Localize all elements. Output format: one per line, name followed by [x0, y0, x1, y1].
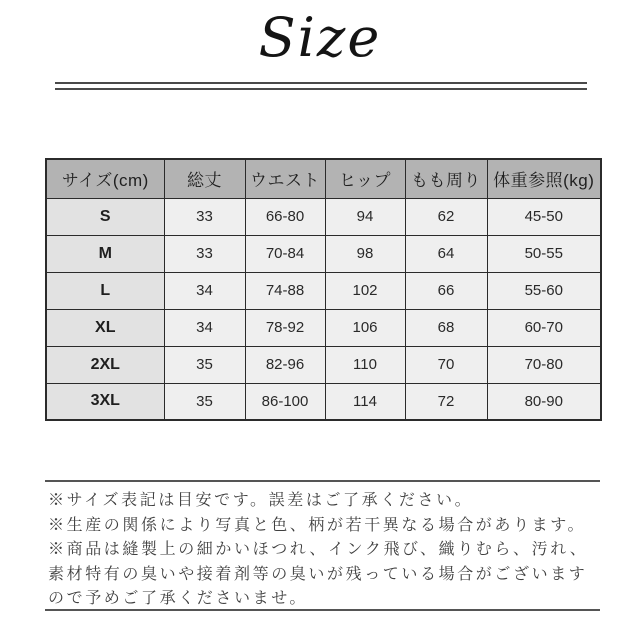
value-cell: 94 — [325, 198, 405, 235]
table-row — [46, 235, 601, 272]
value-cell: 74-88 — [245, 272, 325, 309]
value-cell: 35 — [164, 346, 245, 383]
col-header-thigh: もも周り — [405, 159, 487, 198]
value-cell: 66-80 — [245, 198, 325, 235]
value-cell: 33 — [164, 198, 245, 235]
size-chart-table — [45, 158, 602, 421]
size-label-cell: M — [46, 235, 164, 272]
value-cell: 80-90 — [487, 383, 601, 420]
table-row — [46, 309, 601, 346]
notes-top-divider — [45, 480, 600, 482]
bottom-divider — [45, 609, 600, 611]
value-cell: 114 — [325, 383, 405, 420]
table-row — [46, 383, 601, 420]
col-header-hip: ヒップ — [325, 159, 405, 198]
table-row — [46, 272, 601, 309]
table-row — [46, 346, 601, 383]
value-cell: 70-80 — [487, 346, 601, 383]
size-label-cell: 3XL — [46, 383, 164, 420]
value-cell: 64 — [405, 235, 487, 272]
value-cell: 45-50 — [487, 198, 601, 235]
table-row — [46, 198, 601, 235]
note-line: ※サイズ表記は目安です。誤差はご了承ください。 — [48, 492, 474, 509]
disclaimer-notes — [48, 489, 613, 612]
size-label-cell: L — [46, 272, 164, 309]
value-cell: 35 — [164, 383, 245, 420]
col-header-size: サイズ(cm) — [46, 159, 164, 198]
value-cell: 82-96 — [245, 346, 325, 383]
value-cell: 34 — [164, 309, 245, 346]
value-cell: 33 — [164, 235, 245, 272]
value-cell: 34 — [164, 272, 245, 309]
value-cell: 110 — [325, 346, 405, 383]
size-label-cell: 2XL — [46, 346, 164, 383]
size-label-cell: XL — [46, 309, 164, 346]
value-cell: 68 — [405, 309, 487, 346]
value-cell: 102 — [325, 272, 405, 309]
value-cell: 66 — [405, 272, 487, 309]
size-label-cell: S — [46, 198, 164, 235]
value-cell: 72 — [405, 383, 487, 420]
table-header-row — [46, 159, 601, 198]
value-cell: 70-84 — [245, 235, 325, 272]
col-header-waist: ウエスト — [245, 159, 325, 198]
col-header-total-length: 総丈 — [164, 159, 245, 198]
title-divider — [55, 82, 587, 90]
value-cell: 78-92 — [245, 309, 325, 346]
value-cell: 62 — [405, 198, 487, 235]
value-cell: 50-55 — [487, 235, 601, 272]
note-line: ※生産の関係により写真と色、柄が若干異なる場合があります。 — [48, 516, 587, 534]
value-cell: 55-60 — [487, 272, 601, 309]
value-cell: 86-100 — [245, 383, 325, 420]
page-title: Size — [258, 6, 382, 69]
col-header-weight-ref: 体重参照(kg) — [487, 159, 601, 198]
value-cell: 106 — [325, 309, 405, 346]
note-line: 素材特有の臭いや接着剤等の臭いが残っている場合がございます — [48, 565, 588, 583]
note-line: ※商品は縫製上の細かいほつれ、インク飛び、織りむら、汚れ、 — [48, 541, 589, 558]
value-cell: 60-70 — [487, 309, 601, 346]
value-cell: 70 — [405, 346, 487, 383]
note-line: ので予めご了承くださいませ。 — [48, 590, 308, 607]
value-cell: 98 — [325, 235, 405, 272]
